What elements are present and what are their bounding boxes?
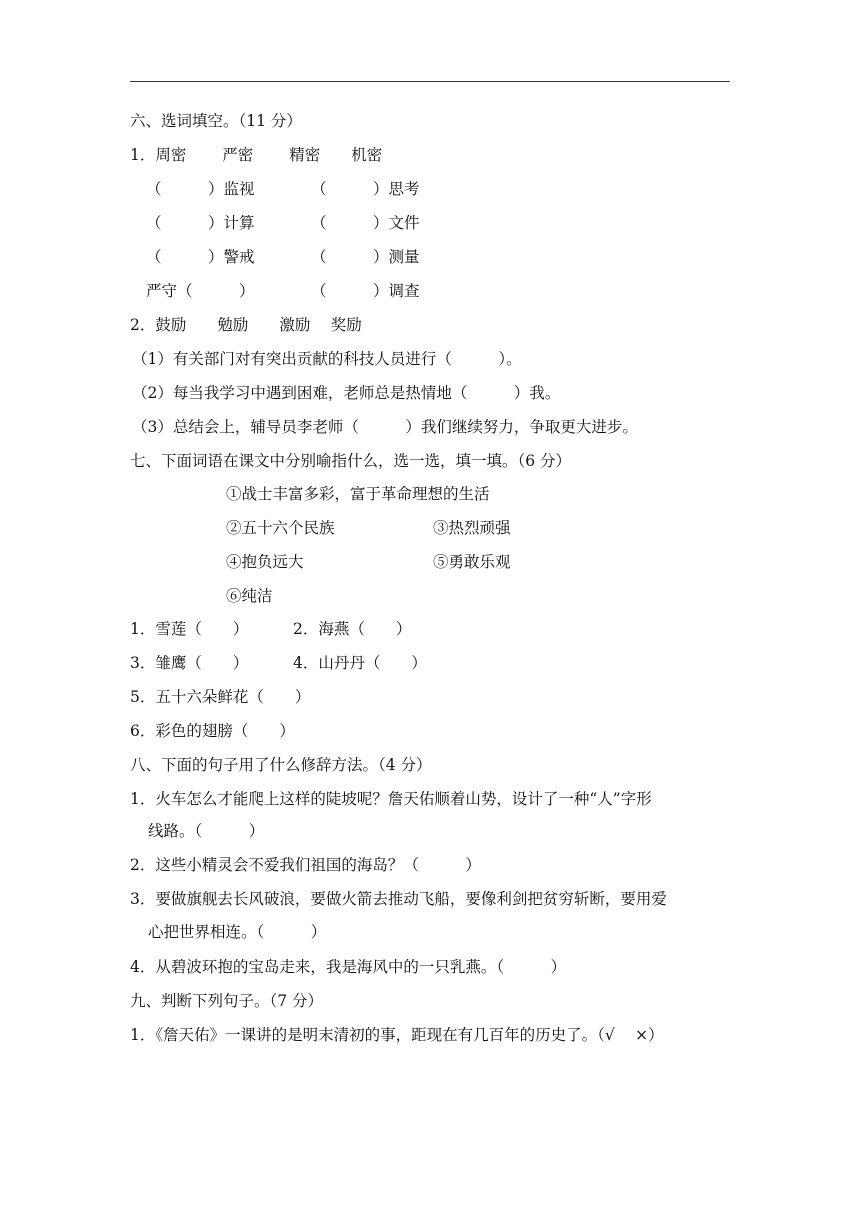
s7-item-4: 4．山丹丹（ ） (293, 654, 427, 672)
s7-item-2: 2．海燕（ ） (293, 620, 412, 638)
s7-item-3: 3．雏鹰（ ） (130, 654, 249, 672)
q2-item-1: （1）有关部门对有突出贡献的科技人员进行（ ）。 (132, 350, 522, 368)
s9-q1: 1．《詹天佑》一课讲的是明末清初的事，距现在有几百年的历史了。（√ ×） (130, 1026, 664, 1044)
q1-row1-left: （ ）监视 (146, 180, 255, 198)
option-1: ①战士丰富多彩，富于革命理想的生活 (226, 485, 490, 503)
section7-heading: 七、下面词语在课文中分别喻指什么，选一选，填一填。（6 分） (130, 452, 572, 470)
option-3: ③热烈顽强 (433, 519, 511, 537)
section6-q1-words: 1．周密 严密 精密 机密 (130, 146, 383, 164)
q1-row4-left: 严守（ ） (146, 282, 255, 300)
s8-q3-line2: 心把世界相连。（ ） (148, 923, 327, 941)
header-rule (130, 81, 730, 82)
q1-row3-right: （ ）测量 (311, 248, 420, 266)
q1-row3-left: （ ）警戒 (146, 248, 255, 266)
q1-row2-right: （ ）文件 (311, 214, 420, 232)
section6-q2-words: 2．鼓励 勉励 激励 奖励 (130, 316, 362, 334)
section6-heading: 六、选词填空。（11 分） (130, 112, 302, 130)
section9-heading: 九、判断下列句子。（7 分） (130, 992, 324, 1010)
q1-row4-right: （ ）调查 (311, 282, 420, 300)
s8-q1-line1: 1．火车怎么才能爬上这样的陡坡呢？詹天佑顺着山势，设计了一种“人”字形 (130, 790, 652, 808)
s8-q4: 4．从碧波环抱的宝岛走来，我是海风中的一只乳燕。（ ） (130, 958, 567, 976)
s8-q3-line1: 3．要做旗舰去长风破浪，要做火箭去推动飞船，要像利剑把贫穷斩断，要用爱 (130, 890, 667, 908)
q2-item-3: （3）总结会上，辅导员李老师（ ）我们继续努力，争取更大进步。 (132, 418, 638, 436)
option-4: ④抱负远大 (226, 553, 304, 571)
s8-q1-line2: 线路。（ ） (148, 822, 265, 840)
q1-row1-right: （ ）思考 (311, 180, 420, 198)
option-2: ②五十六个民族 (226, 519, 335, 537)
s7-item-6: 6．彩色的翅膀（ ） (130, 722, 295, 740)
q2-item-2: （2）每当我学习中遇到困难，老师总是热情地（ ）我。 (132, 384, 561, 402)
option-5: ⑤勇敢乐观 (433, 553, 511, 571)
option-6: ⑥纯洁 (226, 587, 273, 605)
s8-q2: 2．这些小精灵会不爱我们祖国的海岛？（ ） (130, 856, 481, 874)
s7-item-1: 1．雪莲（ ） (130, 620, 249, 638)
s7-item-5: 5．五十六朵鲜花（ ） (130, 688, 311, 706)
section8-heading: 八、下面的句子用了什么修辞方法。（4 分） (130, 756, 432, 774)
q1-row2-left: （ ）计算 (146, 214, 255, 232)
